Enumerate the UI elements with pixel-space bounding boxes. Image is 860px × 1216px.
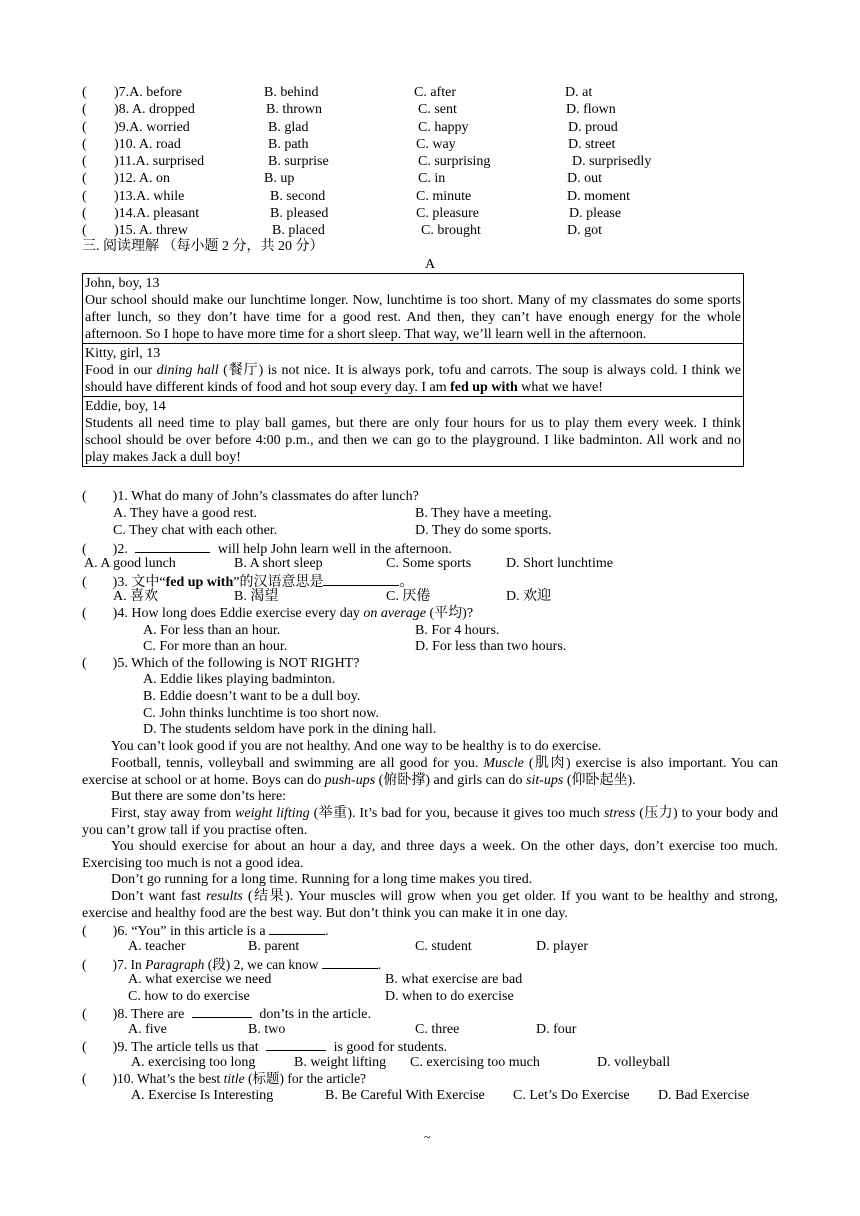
q8-option-d[interactable]: D. four	[536, 1022, 577, 1037]
q6-option-a[interactable]: A. teacher	[128, 939, 186, 954]
kitty-name: Kitty, girl, 13	[85, 346, 161, 361]
cloze-option-b[interactable]: B. second	[270, 189, 326, 204]
cloze-question-10[interactable]: )10. A. road	[114, 137, 181, 152]
kitty-text-3: what we have!	[517, 380, 603, 395]
cloze-paren: (	[82, 154, 87, 169]
john-name: John, boy, 13	[85, 276, 160, 291]
q4-option-a[interactable]: A. For less than an hour.	[143, 623, 281, 638]
q5-option-d[interactable]: D. The students seldom have pork in the dining hall.	[143, 722, 437, 737]
q1-option-c[interactable]: C. They chat with each other.	[113, 523, 278, 538]
cloze-option-d[interactable]: D. flown	[566, 102, 616, 117]
cloze-paren: (	[82, 85, 87, 100]
cloze-question-11[interactable]: )11.A. surprised	[114, 154, 205, 169]
cloze-option-c[interactable]: C. pleasure	[416, 206, 479, 221]
cloze-option-b[interactable]: B. up	[264, 171, 295, 186]
passage-a-label: A	[425, 257, 436, 272]
q1-option-a[interactable]: A. They have a good rest.	[113, 506, 257, 521]
cloze-paren: (	[82, 137, 87, 152]
q9-option-a[interactable]: A. exercising too long	[131, 1055, 256, 1070]
cloze-option-d[interactable]: D. out	[567, 171, 602, 186]
cloze-paren: (	[82, 206, 87, 221]
kitty-text-1: Food in our	[85, 363, 157, 378]
eddie-name: Eddie, boy, 14	[85, 399, 166, 414]
cloze-option-b[interactable]: B. surprise	[268, 154, 329, 169]
cloze-option-b[interactable]: B. pleased	[270, 206, 329, 221]
q10-option-c[interactable]: C. Let’s Do Exercise	[513, 1088, 630, 1103]
cloze-option-d[interactable]: D. street	[568, 137, 616, 152]
question-10: ( )10. What’s the best title (标题) for the article?	[82, 1071, 367, 1086]
q3-option-d[interactable]: D. 欢迎	[506, 589, 552, 604]
cloze-question-13[interactable]: )13.A. while	[114, 189, 185, 204]
cloze-option-c[interactable]: C. after	[414, 85, 456, 100]
kitty-cell	[83, 344, 743, 397]
q2-option-c[interactable]: C. Some sports	[386, 556, 472, 571]
question-2: ( )2. will help John learn well in the afternoon.	[82, 539, 452, 558]
q6-option-b[interactable]: B. parent	[248, 939, 300, 954]
cloze-paren: (	[82, 171, 87, 186]
q5-option-c[interactable]: C. John thinks lunchtime is too short now.	[143, 706, 379, 721]
cloze-option-c[interactable]: C. sent	[418, 102, 457, 117]
passage-b-p5: You should exercise for about an hour a day, and three days a week. On the other days, don’t exercise too much. Exercising too much is not a good idea.	[82, 839, 778, 871]
answer-blank[interactable]	[135, 539, 210, 553]
cloze-option-d[interactable]: D. got	[567, 223, 602, 238]
question-8: ( )8. There are don’ts in the article.	[82, 1004, 371, 1023]
question-4: ( )4. How long does Eddie exercise every day on average (平均)?	[82, 606, 474, 621]
q5-option-b[interactable]: B. Eddie doesn’t want to be a dull boy.	[143, 689, 361, 704]
john-cell	[83, 274, 743, 344]
cloze-option-d[interactable]: D. proud	[568, 120, 618, 135]
kitty-dining-hall: dining hall	[156, 363, 219, 378]
cloze-option-b[interactable]: B. thrown	[266, 102, 322, 117]
q6-option-c[interactable]: C. student	[415, 939, 472, 954]
question-9: ( )9. The article tells us that is good for students.	[82, 1037, 447, 1056]
cloze-option-c[interactable]: C. way	[416, 137, 456, 152]
cloze-question-7[interactable]: )7.A. before	[114, 85, 183, 100]
q7-option-a[interactable]: A. what exercise we need	[128, 972, 272, 987]
q7-option-d[interactable]: D. when to do exercise	[385, 989, 514, 1004]
john-text: Our school should make our lunchtime longer. Now, lunchtime is too short. Many of my classmates do some sports after lunch, so they don’t have time for a good rest. And then, they can’t have enough energy for the whole afternoon. So I hope to have more time for a short sleep. That way, we’ll learn well in the afternoon.	[85, 293, 741, 342]
cloze-question-12[interactable]: )12. A. on	[114, 171, 170, 186]
cloze-option-c[interactable]: C. brought	[421, 223, 481, 238]
answer-blank[interactable]	[269, 921, 325, 935]
q2-option-d[interactable]: D. Short lunchtime	[506, 556, 613, 571]
kitty-text-2: (餐厅) is not nice. It is always pork, tofu and carrots. The soup is always cold. I think we should have different kinds of food and hot soup every day. I am	[85, 363, 741, 395]
cloze-option-b[interactable]: B. placed	[272, 223, 325, 238]
passage-b-p1: You can’t look good if you are not healthy. And one way to be healthy is to do exercise.	[111, 739, 602, 754]
q5-option-a[interactable]: A. Eddie likes playing badminton.	[143, 672, 336, 687]
answer-blank[interactable]	[266, 1037, 326, 1051]
cloze-question-9[interactable]: )9.A. worried	[114, 120, 190, 135]
q3-option-b[interactable]: B. 渴望	[234, 589, 279, 604]
kitty-fed-up: fed up with	[450, 380, 518, 395]
question-1: ( )1. What do many of John’s classmates do after lunch?	[82, 489, 419, 504]
eddie-text: Students all need time to play ball games, but there are only four hours for us to play them every week. I think school should be over before 4:00 p.m., and then we can go to the playground. I like badminton. All work and no play makes Jack a dull boy!	[85, 416, 741, 465]
cloze-question-15[interactable]: )15. A. threw	[114, 223, 188, 238]
cloze-option-d[interactable]: D. moment	[567, 189, 630, 204]
cloze-paren: (	[82, 102, 87, 117]
q10-option-d[interactable]: D. Bad Exercise	[658, 1088, 750, 1103]
q6-option-d[interactable]: D. player	[536, 939, 589, 954]
passage-b-p2: Football, tennis, volleyball and swimming are all good for you. Muscle (肌肉) exercise is also important. You can exercise at school or at home. Boys can do push-ups (俯卧撑) and girls can do sit-ups (仰卧起坐).	[82, 756, 778, 788]
q3-option-a[interactable]: A. 喜欢	[113, 589, 159, 604]
answer-blank[interactable]	[323, 572, 399, 586]
opinion-table	[82, 273, 744, 467]
cloze-option-b[interactable]: B. path	[268, 137, 309, 152]
cloze-option-c[interactable]: C. in	[418, 171, 446, 186]
q3-option-c[interactable]: C. 厌倦	[386, 589, 431, 604]
q1-option-b[interactable]: B. They have a meeting.	[415, 506, 552, 521]
section-title: 三. 阅读理解 （每小题 2 分，共 20 分）	[82, 239, 324, 254]
q9-option-c[interactable]: C. exercising too much	[410, 1055, 540, 1070]
cloze-option-b[interactable]: B. behind	[264, 85, 319, 100]
cloze-option-c[interactable]: C. surprising	[418, 154, 491, 169]
cloze-paren: (	[82, 223, 87, 238]
q7-option-c[interactable]: C. how to do exercise	[128, 989, 250, 1004]
cloze-option-c[interactable]: C. minute	[416, 189, 472, 204]
footer-mark: ~	[424, 1130, 431, 1144]
cloze-option-d[interactable]: D. at	[565, 85, 593, 100]
q8-option-a[interactable]: A. five	[128, 1022, 167, 1037]
q4-option-c[interactable]: C. For more than an hour.	[143, 639, 288, 654]
passage-b-p6: Don’t go running for a long time. Running for a long time makes you tired.	[111, 872, 533, 887]
cloze-paren: (	[82, 189, 87, 204]
passage-b-p3: But there are some don’ts here:	[111, 789, 287, 804]
cloze-question-8[interactable]: )8. A. dropped	[114, 102, 195, 117]
passage-b-p7: Don’t want fast results (结果). Your muscles will grow when you get older. If you want to be healthy and strong, exercise and healthy food are the best way. But don’t think you can make it in one day.	[82, 889, 778, 921]
cloze-question-14[interactable]: )14.A. pleasant	[114, 206, 200, 221]
q9-option-b[interactable]: B. weight lifting	[294, 1055, 387, 1070]
cloze-option-c[interactable]: C. happy	[418, 120, 469, 135]
question-5: ( )5. Which of the following is NOT RIGHT?	[82, 656, 360, 671]
question-7: ( )7. In Paragraph (段) 2, we can know .	[82, 957, 382, 972]
eddie-cell	[83, 397, 743, 466]
q8-option-c[interactable]: C. three	[415, 1022, 460, 1037]
q10-option-b[interactable]: B. Be Careful With Exercise	[325, 1088, 485, 1103]
q7-option-b[interactable]: B. what exercise are bad	[385, 972, 523, 987]
cloze-option-d[interactable]: D. please	[569, 206, 622, 221]
answer-blank[interactable]	[322, 955, 378, 969]
q2-option-b[interactable]: B. A short sleep	[234, 556, 323, 571]
q4-option-b[interactable]: B. For 4 hours.	[415, 623, 500, 638]
q4-option-d[interactable]: D. For less than two hours.	[415, 639, 567, 654]
question-3: ( )3. 文中“fed up with”的汉语意思是 。	[82, 572, 413, 591]
answer-blank[interactable]	[192, 1004, 252, 1018]
q10-option-a[interactable]: A. Exercise Is Interesting	[131, 1088, 274, 1103]
cloze-option-b[interactable]: B. glad	[268, 120, 309, 135]
q8-option-b[interactable]: B. two	[248, 1022, 286, 1037]
passage-b-p4: First, stay away from weight lifting (举重). It’s bad for you, because it gives too much stress (压力) to your body and you can’t grow tall if you practise often.	[82, 806, 779, 838]
cloze-option-d[interactable]: D. surprisedly	[572, 154, 652, 169]
question-6: ( )6. “You” in this article is a .	[82, 921, 329, 940]
q1-option-d[interactable]: D. They do some sports.	[415, 523, 552, 538]
cloze-paren: (	[82, 120, 87, 135]
q2-option-a[interactable]: A. A good lunch	[84, 556, 176, 571]
q9-option-d[interactable]: D. volleyball	[597, 1055, 671, 1070]
